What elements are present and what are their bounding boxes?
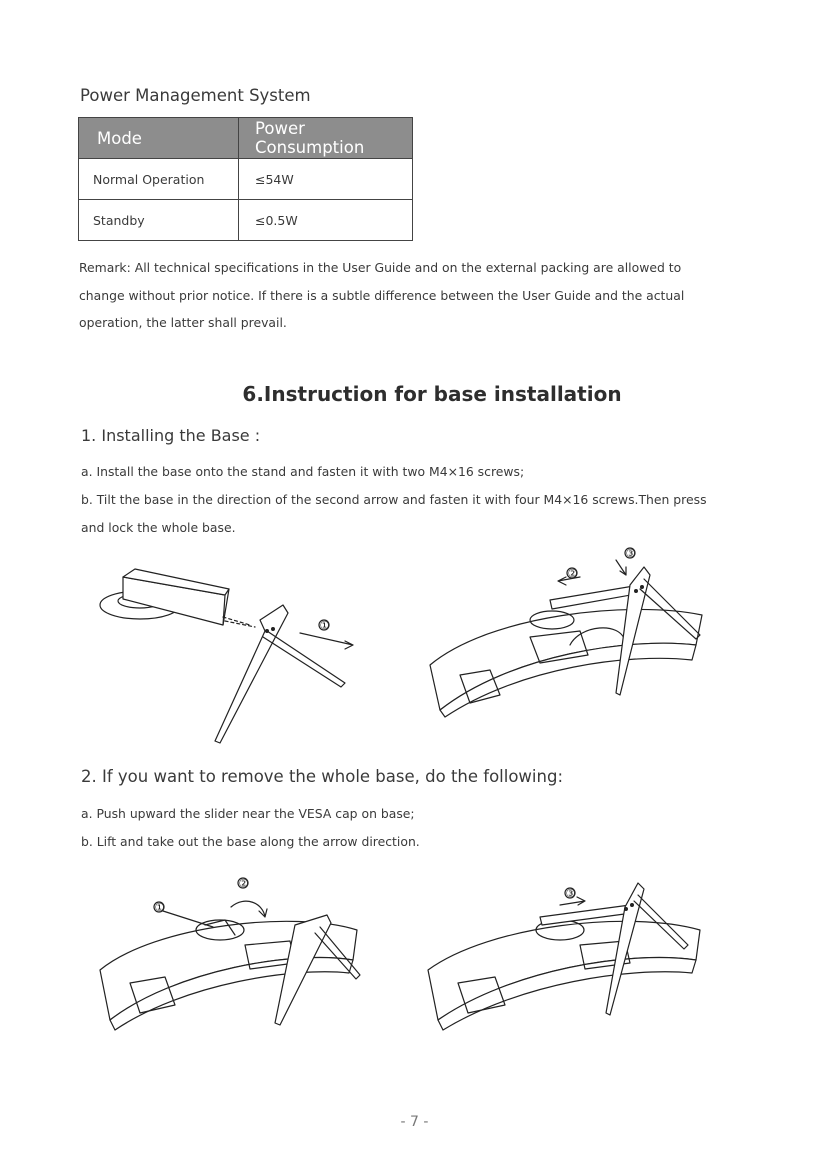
base-lift-illustration <box>420 875 710 1040</box>
table-row <box>79 159 413 200</box>
table-header-row <box>79 118 413 159</box>
marker-3-remove: ③ <box>565 887 576 900</box>
remove-step-a: a. Push upward the slider near the VESA cap on base; <box>81 806 415 821</box>
power-consumption-table <box>78 117 413 241</box>
cell-mode-standby: Standby <box>79 200 239 241</box>
install-step-b: b. Tilt the base in the direction of the second arrow and fasten it with four M4×16 screws.Then press and lock the whole base. <box>81 492 707 535</box>
remove-base-heading: 2. If you want to remove the whole base, do the following: <box>81 767 564 786</box>
installing-base-heading: 1. Installing the Base : <box>81 426 261 445</box>
base-tilt-illustration <box>420 545 710 725</box>
base-attach-illustration <box>95 565 360 745</box>
slider-push-illustration <box>95 875 365 1040</box>
marker-3: ③ <box>625 547 636 560</box>
section-title: 6.Instruction for base installation <box>242 382 622 406</box>
marker-1: ① <box>319 619 330 632</box>
remark-paragraph: Remark: All technical specifications in the User Guide and on the external packing are allowed to change without prior notice. If there is a subtle difference between the User Guide and the actual operation, the latter shall prevail. <box>79 260 685 330</box>
page-number: - 7 - <box>400 1114 429 1130</box>
marker-1-remove: ① <box>154 901 165 914</box>
header-power-consumption: Power Consumption <box>239 118 413 159</box>
cell-power-standby: ≤0.5W <box>239 200 413 241</box>
marker-2: ② <box>567 567 578 580</box>
header-mode: Mode <box>79 118 239 159</box>
remove-step-b: b. Lift and take out the base along the arrow direction. <box>81 834 420 849</box>
cell-mode-normal: Normal Operation <box>79 159 239 200</box>
install-step-a: a. Install the base onto the stand and fasten it with two M4×16 screws; <box>81 464 525 479</box>
marker-2-remove: ② <box>238 877 249 890</box>
power-management-title: Power Management System <box>80 86 311 105</box>
table-row <box>79 200 413 241</box>
cell-power-normal: ≤54W <box>239 159 413 200</box>
